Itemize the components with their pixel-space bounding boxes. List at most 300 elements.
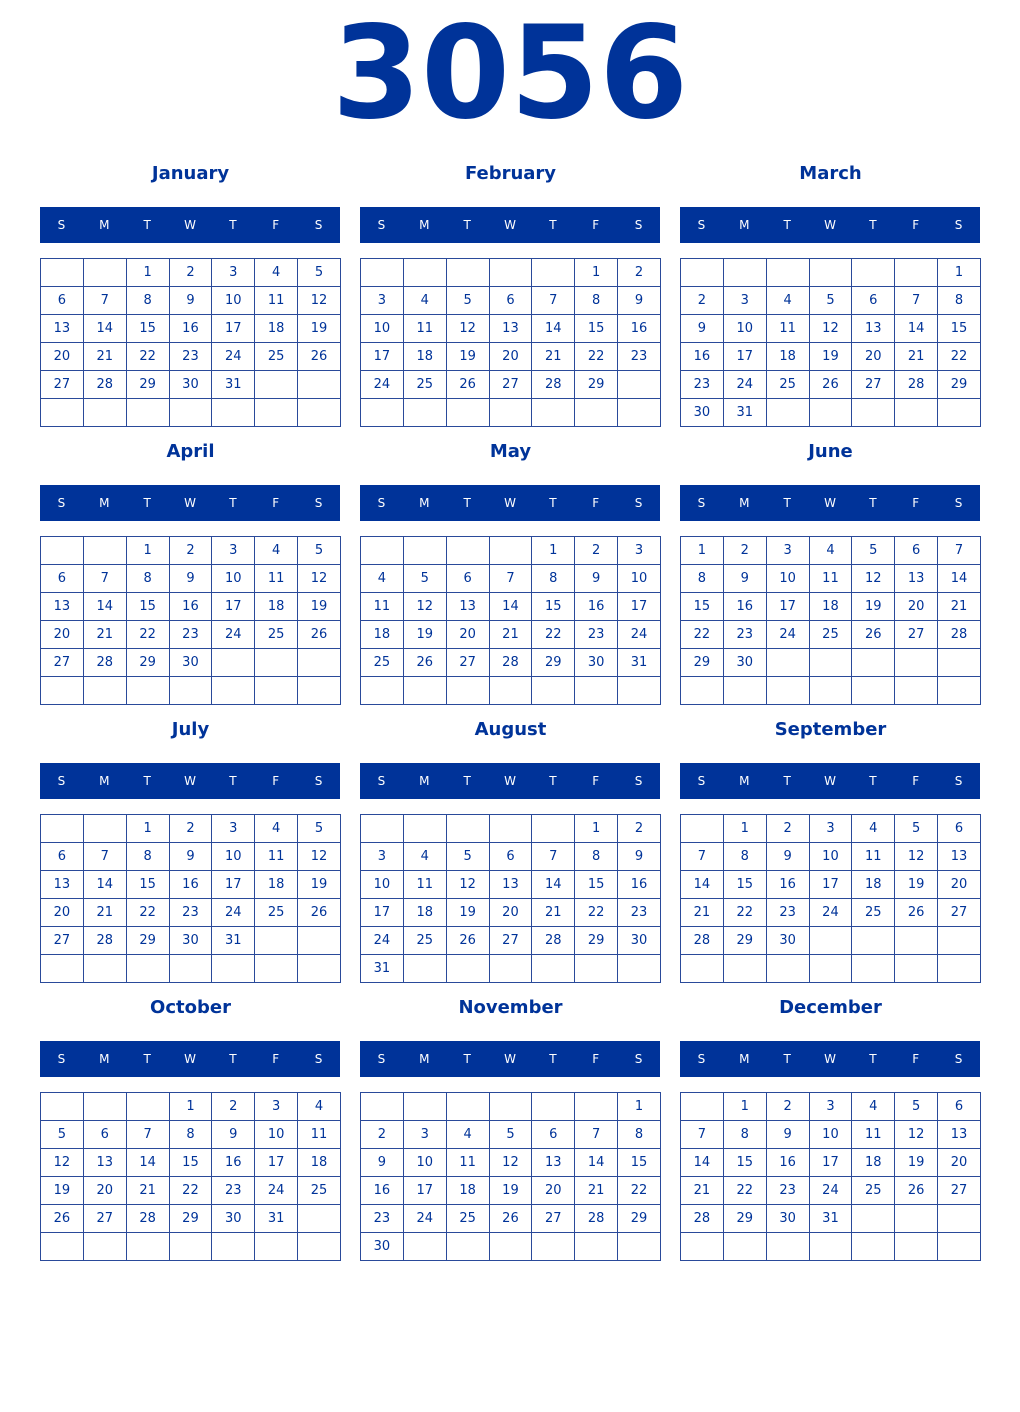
day-cell: 2 [681, 287, 724, 315]
day-cell: 8 [618, 1121, 661, 1149]
day-grid [360, 1092, 661, 1261]
weekday-label: W [504, 496, 516, 510]
day-cell: 2 [212, 1093, 255, 1121]
day-cell: 10 [766, 565, 809, 593]
day-cell: 10 [809, 843, 852, 871]
day-cell: 4 [361, 565, 404, 593]
empty-day-cell [255, 677, 298, 705]
weekday-label: W [824, 218, 836, 232]
empty-day-cell [83, 399, 126, 427]
day-cell: 6 [938, 1093, 981, 1121]
day-cell: 18 [255, 593, 298, 621]
day-cell: 5 [446, 287, 489, 315]
weekday-label: F [272, 774, 280, 788]
week-row [681, 1205, 981, 1233]
day-cell: 18 [809, 593, 852, 621]
weekday-label: F [912, 496, 920, 510]
weekday-label: S [314, 496, 323, 510]
weekday-label: S [57, 218, 66, 232]
month-name: May [489, 441, 532, 462]
day-cell: 8 [938, 287, 981, 315]
day-cell: 18 [446, 1177, 489, 1205]
week-row [41, 871, 341, 899]
day-cell: 13 [83, 1149, 126, 1177]
day-cell: 29 [575, 371, 618, 399]
day-cell: 6 [852, 287, 895, 315]
week-row [681, 259, 981, 287]
weekday-label: F [592, 496, 600, 510]
empty-day-cell [766, 399, 809, 427]
day-cell: 1 [575, 259, 618, 287]
weekday-header [680, 485, 980, 521]
empty-day-cell [255, 371, 298, 399]
day-cell: 19 [895, 1149, 938, 1177]
day-cell: 20 [938, 871, 981, 899]
day-cell: 24 [212, 621, 255, 649]
empty-day-cell [852, 259, 895, 287]
weekday-label: T [229, 496, 237, 510]
day-cell: 30 [681, 399, 724, 427]
week-row [361, 899, 661, 927]
day-cell: 8 [532, 565, 575, 593]
week-row [361, 621, 661, 649]
day-cell: 25 [809, 621, 852, 649]
day-cell: 30 [766, 1205, 809, 1233]
week-row [41, 1205, 341, 1233]
day-cell: 22 [126, 899, 169, 927]
day-cell: 3 [212, 259, 255, 287]
week-row [41, 677, 341, 705]
weekday-label: F [272, 218, 280, 232]
day-cell: 10 [212, 565, 255, 593]
day-cell: 1 [532, 537, 575, 565]
empty-day-cell [169, 399, 212, 427]
day-cell: 8 [723, 1121, 766, 1149]
day-cell: 24 [723, 371, 766, 399]
week-row [361, 871, 661, 899]
empty-day-cell [361, 259, 404, 287]
week-row [681, 315, 981, 343]
day-cell: 28 [83, 649, 126, 677]
day-cell: 9 [766, 843, 809, 871]
day-cell: 3 [766, 537, 809, 565]
day-cell: 14 [83, 593, 126, 621]
week-row [41, 1149, 341, 1177]
empty-day-cell [212, 1233, 255, 1261]
day-cell: 27 [41, 649, 84, 677]
day-cell: 27 [532, 1205, 575, 1233]
weekday-label: W [504, 1052, 516, 1066]
month-name: October [150, 997, 231, 1018]
day-cell: 20 [895, 593, 938, 621]
day-cell: 13 [489, 315, 532, 343]
day-cell: 11 [403, 871, 446, 899]
day-cell: 9 [361, 1149, 404, 1177]
week-row [681, 565, 981, 593]
day-cell: 13 [938, 843, 981, 871]
day-cell: 17 [809, 1149, 852, 1177]
weekday-label: S [377, 496, 386, 510]
empty-day-cell [126, 399, 169, 427]
empty-day-cell [212, 955, 255, 983]
week-row [681, 1121, 981, 1149]
day-cell: 11 [446, 1149, 489, 1177]
empty-day-cell [809, 399, 852, 427]
weekday-label: S [57, 1052, 66, 1066]
month-name: February [464, 163, 557, 184]
day-cell: 18 [766, 343, 809, 371]
empty-day-cell [489, 537, 532, 565]
day-cell: 15 [575, 315, 618, 343]
day-cell: 21 [681, 1177, 724, 1205]
week-row [681, 927, 981, 955]
day-cell: 15 [723, 871, 766, 899]
week-row [361, 677, 661, 705]
day-cell: 28 [681, 1205, 724, 1233]
weekday-label: S [697, 218, 706, 232]
empty-day-cell [575, 955, 618, 983]
day-cell: 12 [489, 1149, 532, 1177]
day-cell: 1 [126, 537, 169, 565]
weekday-label: T [783, 774, 791, 788]
weekday-header [40, 485, 340, 521]
empty-day-cell [403, 815, 446, 843]
day-cell: 22 [532, 621, 575, 649]
day-cell: 5 [852, 537, 895, 565]
day-cell: 23 [618, 899, 661, 927]
day-cell: 23 [212, 1177, 255, 1205]
month-name: March [799, 163, 862, 184]
empty-day-cell [83, 815, 126, 843]
weekday-label: W [184, 496, 196, 510]
day-cell: 7 [681, 843, 724, 871]
empty-day-cell [41, 537, 84, 565]
day-cell: 23 [766, 899, 809, 927]
day-cell: 1 [723, 1093, 766, 1121]
month-name: July [171, 719, 210, 740]
empty-day-cell [809, 677, 852, 705]
day-cell: 11 [255, 565, 298, 593]
day-grid [40, 1092, 341, 1261]
empty-day-cell [809, 927, 852, 955]
weekday-label: S [697, 1052, 706, 1066]
day-cell: 13 [895, 565, 938, 593]
week-row [361, 371, 661, 399]
day-cell: 7 [895, 287, 938, 315]
day-cell: 5 [446, 843, 489, 871]
day-cell: 18 [255, 871, 298, 899]
empty-day-cell [126, 1233, 169, 1261]
weekday-label: T [143, 218, 151, 232]
empty-day-cell [255, 927, 298, 955]
month-name: December [779, 997, 882, 1018]
weekday-label: F [272, 1052, 280, 1066]
weekday-label: S [314, 774, 323, 788]
week-row [41, 287, 341, 315]
day-cell: 28 [489, 649, 532, 677]
weekday-label: S [954, 1052, 963, 1066]
weekday-header [680, 1041, 980, 1077]
day-cell: 12 [41, 1149, 84, 1177]
weekday-label: S [954, 496, 963, 510]
weekday-label: S [57, 774, 66, 788]
day-cell: 11 [361, 593, 404, 621]
day-cell: 27 [41, 927, 84, 955]
day-cell: 16 [169, 593, 212, 621]
empty-day-cell [895, 955, 938, 983]
day-cell: 5 [809, 287, 852, 315]
day-cell: 21 [83, 621, 126, 649]
day-cell: 21 [575, 1177, 618, 1205]
day-cell: 9 [575, 565, 618, 593]
day-cell: 17 [361, 343, 404, 371]
day-cell: 6 [938, 815, 981, 843]
day-cell: 3 [809, 815, 852, 843]
empty-day-cell [212, 677, 255, 705]
day-cell: 29 [126, 927, 169, 955]
empty-day-cell [403, 1233, 446, 1261]
week-row [361, 1205, 661, 1233]
day-cell: 3 [212, 815, 255, 843]
day-cell: 23 [169, 899, 212, 927]
day-cell: 11 [766, 315, 809, 343]
day-cell: 24 [809, 1177, 852, 1205]
day-cell: 6 [41, 287, 84, 315]
day-cell: 6 [41, 843, 84, 871]
weekday-label: S [634, 496, 643, 510]
day-cell: 16 [169, 871, 212, 899]
day-cell: 6 [532, 1121, 575, 1149]
day-cell: 7 [575, 1121, 618, 1149]
week-row [681, 649, 981, 677]
weekday-label: T [463, 1052, 471, 1066]
day-grid [40, 258, 341, 427]
weekday-label: T [463, 496, 471, 510]
day-cell: 16 [618, 315, 661, 343]
empty-day-cell [489, 259, 532, 287]
day-cell: 9 [212, 1121, 255, 1149]
empty-day-cell [895, 399, 938, 427]
empty-day-cell [446, 955, 489, 983]
weekday-label: S [377, 774, 386, 788]
day-cell: 27 [938, 1177, 981, 1205]
weekday-label: S [377, 218, 386, 232]
weekday-label: T [463, 218, 471, 232]
day-cell: 24 [212, 899, 255, 927]
day-cell: 17 [212, 871, 255, 899]
day-cell: 14 [575, 1149, 618, 1177]
empty-day-cell [298, 649, 341, 677]
empty-day-cell [938, 1205, 981, 1233]
day-cell: 2 [361, 1121, 404, 1149]
week-row [681, 871, 981, 899]
day-cell: 1 [126, 259, 169, 287]
day-cell: 21 [83, 343, 126, 371]
empty-day-cell [681, 677, 724, 705]
weekday-label: W [504, 218, 516, 232]
year-title: 3056 [331, 0, 689, 148]
day-cell: 20 [41, 343, 84, 371]
day-cell: 10 [212, 287, 255, 315]
day-cell: 12 [298, 565, 341, 593]
day-cell: 17 [403, 1177, 446, 1205]
day-cell: 7 [938, 537, 981, 565]
day-cell: 7 [83, 843, 126, 871]
day-cell: 8 [723, 843, 766, 871]
day-cell: 3 [255, 1093, 298, 1121]
day-cell: 19 [41, 1177, 84, 1205]
day-cell: 18 [852, 1149, 895, 1177]
day-cell: 29 [938, 371, 981, 399]
day-cell: 19 [446, 343, 489, 371]
empty-day-cell [298, 1205, 341, 1233]
weekday-label: T [869, 496, 877, 510]
day-cell: 10 [255, 1121, 298, 1149]
week-row [41, 955, 341, 983]
empty-day-cell [895, 677, 938, 705]
day-cell: 2 [766, 815, 809, 843]
day-cell: 12 [809, 315, 852, 343]
day-cell: 19 [403, 621, 446, 649]
day-cell: 5 [41, 1121, 84, 1149]
day-cell: 20 [532, 1177, 575, 1205]
day-cell: 25 [255, 343, 298, 371]
day-grid [360, 258, 661, 427]
day-cell: 30 [723, 649, 766, 677]
weekday-label: T [869, 218, 877, 232]
empty-day-cell [446, 1093, 489, 1121]
day-cell: 14 [126, 1149, 169, 1177]
weekday-label: W [824, 1052, 836, 1066]
empty-day-cell [403, 399, 446, 427]
day-cell: 7 [532, 287, 575, 315]
day-cell: 21 [532, 343, 575, 371]
day-cell: 25 [255, 621, 298, 649]
day-cell: 15 [532, 593, 575, 621]
day-cell: 11 [809, 565, 852, 593]
day-cell: 20 [489, 343, 532, 371]
weekday-header [360, 763, 660, 799]
day-grid [40, 814, 341, 983]
day-cell: 12 [446, 871, 489, 899]
day-cell: 25 [255, 899, 298, 927]
week-row [41, 1093, 341, 1121]
week-row [41, 343, 341, 371]
weekday-header [40, 1041, 340, 1077]
day-cell: 27 [489, 927, 532, 955]
day-cell: 29 [723, 927, 766, 955]
day-cell: 19 [489, 1177, 532, 1205]
day-cell: 14 [681, 871, 724, 899]
day-cell: 11 [255, 843, 298, 871]
day-grid [680, 814, 981, 983]
day-cell: 3 [361, 843, 404, 871]
weekday-label: W [504, 774, 516, 788]
day-cell: 17 [766, 593, 809, 621]
day-cell: 2 [723, 537, 766, 565]
day-cell: 13 [446, 593, 489, 621]
day-cell: 18 [403, 899, 446, 927]
empty-day-cell [575, 677, 618, 705]
day-cell: 23 [361, 1205, 404, 1233]
day-cell: 14 [532, 315, 575, 343]
day-cell: 16 [766, 871, 809, 899]
empty-day-cell [532, 1233, 575, 1261]
day-cell: 7 [126, 1121, 169, 1149]
day-cell: 6 [446, 565, 489, 593]
day-cell: 15 [169, 1149, 212, 1177]
day-cell: 6 [489, 843, 532, 871]
day-cell: 27 [489, 371, 532, 399]
weekday-label: M [99, 496, 110, 510]
day-cell: 29 [681, 649, 724, 677]
day-cell: 19 [852, 593, 895, 621]
day-cell: 24 [255, 1177, 298, 1205]
week-row [41, 565, 341, 593]
day-cell: 25 [766, 371, 809, 399]
day-cell: 23 [681, 371, 724, 399]
day-cell: 21 [681, 899, 724, 927]
day-cell: 5 [298, 259, 341, 287]
empty-day-cell [938, 399, 981, 427]
empty-day-cell [489, 399, 532, 427]
day-cell: 22 [169, 1177, 212, 1205]
month-name: September [774, 719, 887, 740]
weekday-header [40, 763, 340, 799]
weekday-label: T [549, 218, 557, 232]
day-cell: 22 [575, 343, 618, 371]
day-cell: 4 [809, 537, 852, 565]
empty-day-cell [852, 1233, 895, 1261]
day-cell: 29 [723, 1205, 766, 1233]
day-cell: 21 [938, 593, 981, 621]
day-cell: 15 [126, 593, 169, 621]
weekday-label: W [184, 218, 196, 232]
empty-day-cell [298, 1233, 341, 1261]
empty-day-cell [489, 677, 532, 705]
day-cell: 2 [618, 815, 661, 843]
day-cell: 13 [532, 1149, 575, 1177]
day-cell: 1 [618, 1093, 661, 1121]
day-cell: 29 [126, 371, 169, 399]
day-cell: 22 [938, 343, 981, 371]
empty-day-cell [575, 1093, 618, 1121]
empty-day-cell [618, 677, 661, 705]
weekday-label: T [229, 218, 237, 232]
day-cell: 23 [575, 621, 618, 649]
empty-day-cell [681, 815, 724, 843]
week-row [361, 955, 661, 983]
weekday-label: M [419, 218, 430, 232]
week-row [361, 343, 661, 371]
day-cell: 9 [618, 843, 661, 871]
day-cell: 28 [83, 927, 126, 955]
day-cell: 8 [126, 843, 169, 871]
day-cell: 10 [361, 315, 404, 343]
day-cell: 9 [681, 315, 724, 343]
day-cell: 22 [618, 1177, 661, 1205]
day-grid [40, 536, 341, 705]
month-name: January [151, 163, 230, 184]
weekday-label: S [954, 774, 963, 788]
day-cell: 4 [766, 287, 809, 315]
day-cell: 21 [489, 621, 532, 649]
day-cell: 25 [852, 1177, 895, 1205]
day-cell: 2 [169, 259, 212, 287]
empty-day-cell [361, 399, 404, 427]
day-cell: 17 [809, 871, 852, 899]
empty-day-cell [895, 649, 938, 677]
